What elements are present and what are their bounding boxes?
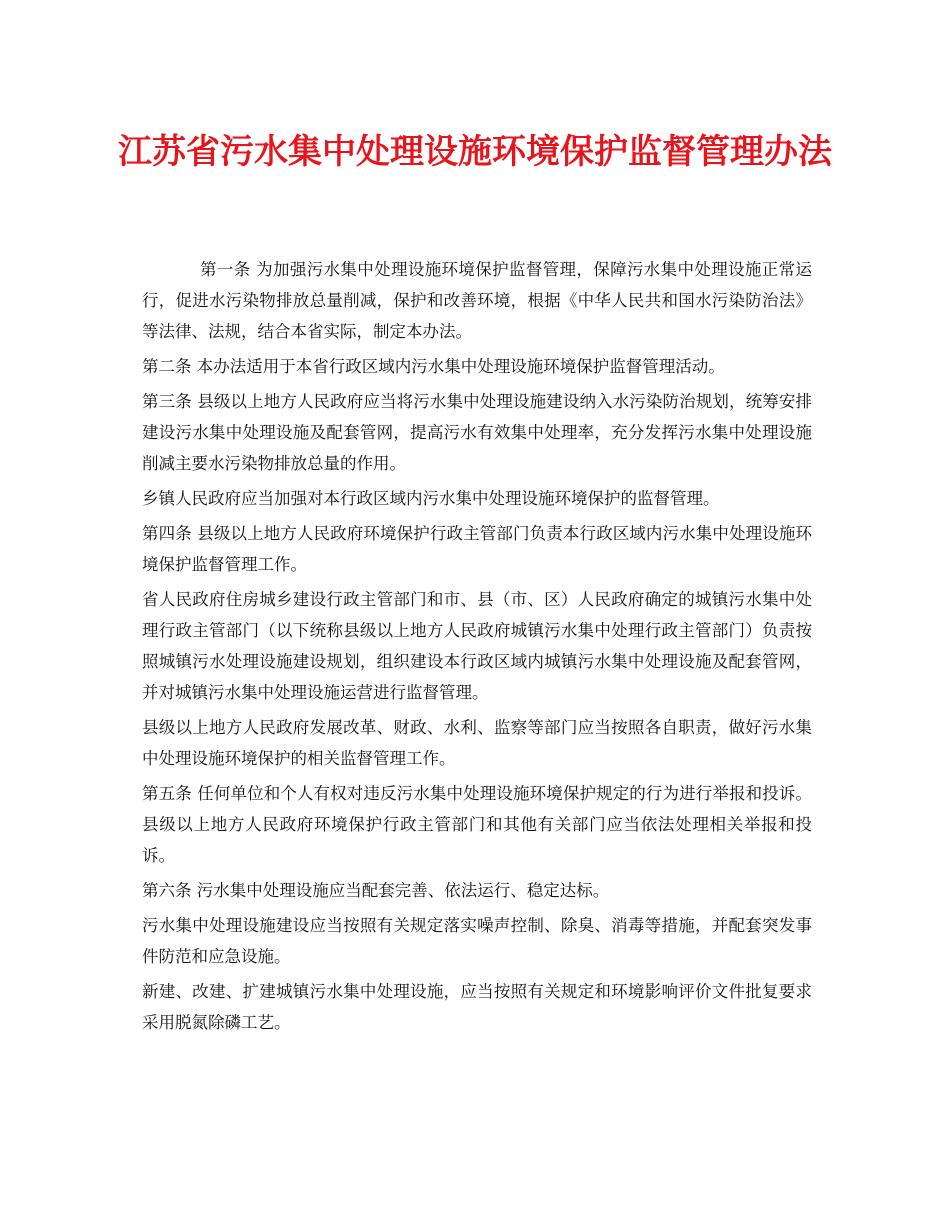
paragraph-other-departments: 县级以上地方人民政府发展改革、财政、水利、监察等部门应当按照各自职责，做好污水集中处理设施环境保护的相关监督管理工作。: [142, 718, 812, 768]
paragraph-denitrification: 新建、改建、扩建城镇污水集中处理设施，应当按照有关规定和环境影响评价文件批复要求采用脱氮除磷工艺。: [142, 982, 812, 1032]
paragraph-article-4: 第四条 县级以上地方人民政府环境保护行政主管部门负责本行政区域内污水集中处理设施环境保护监督管理工作。: [142, 524, 812, 574]
paragraph-article-6: 第六条 污水集中处理设施应当配套完善、依法运行、稳定达标。: [142, 881, 610, 900]
paragraph-article-5: 第五条 任何单位和个人有权对违反污水集中处理设施环境保护规定的行为进行举报和投诉。县级以上地方人民政府环境保护行政主管部门和其他有关部门应当依法处理相关举报和投诉。: [142, 784, 812, 865]
document-body: [142, 254, 812, 1042]
paragraph-township-government: 乡镇人民政府应当加强对本行政区域内污水集中处理设施环境保护的监督管理。: [142, 489, 720, 508]
paragraph-article-3: 第三条 县级以上地方人民政府应当将污水集中处理设施建设纳入水污染防治规划，统筹安排建设污水集中处理设施及配套管网，提高污水有效集中处理率，充分发挥污水集中处理设施削减主要水污染物排放总量的作用。: [142, 392, 812, 473]
paragraph-noise-control: 污水集中处理设施建设应当按照有关规定落实噪声控制、除臭、消毒等措施，并配套突发事件防范和应急设施。: [142, 916, 812, 966]
paragraph-housing-department: 省人民政府住房城乡建设行政主管部门和市、县（市、区）人民政府确定的城镇污水集中处理行政主管部门（以下统称县级以上地方人民政府城镇污水集中处理行政主管部门）负责按照城镇污水处理设施建设规划，组织建设本行政区域内城镇污水集中处理设施及配套管网，并对城镇污水集中处理设施运营进行监督管理。: [142, 590, 812, 702]
paragraph-article-1: 第一条 为加强污水集中处理设施环境保护监督管理，保障污水集中处理设施正常运行，促进水污染物排放总量削减，保护和改善环境，根据《中华人民共和国水污染防治法》等法律、法规，结合本省实际，制定本办法。: [142, 260, 812, 341]
paragraph-article-2: 第二条 本办法适用于本省行政区域内污水集中处理设施环境保护监督管理活动。: [142, 357, 725, 376]
document-title: 江苏省污水集中处理设施环境保护监督管理办法: [118, 132, 832, 172]
